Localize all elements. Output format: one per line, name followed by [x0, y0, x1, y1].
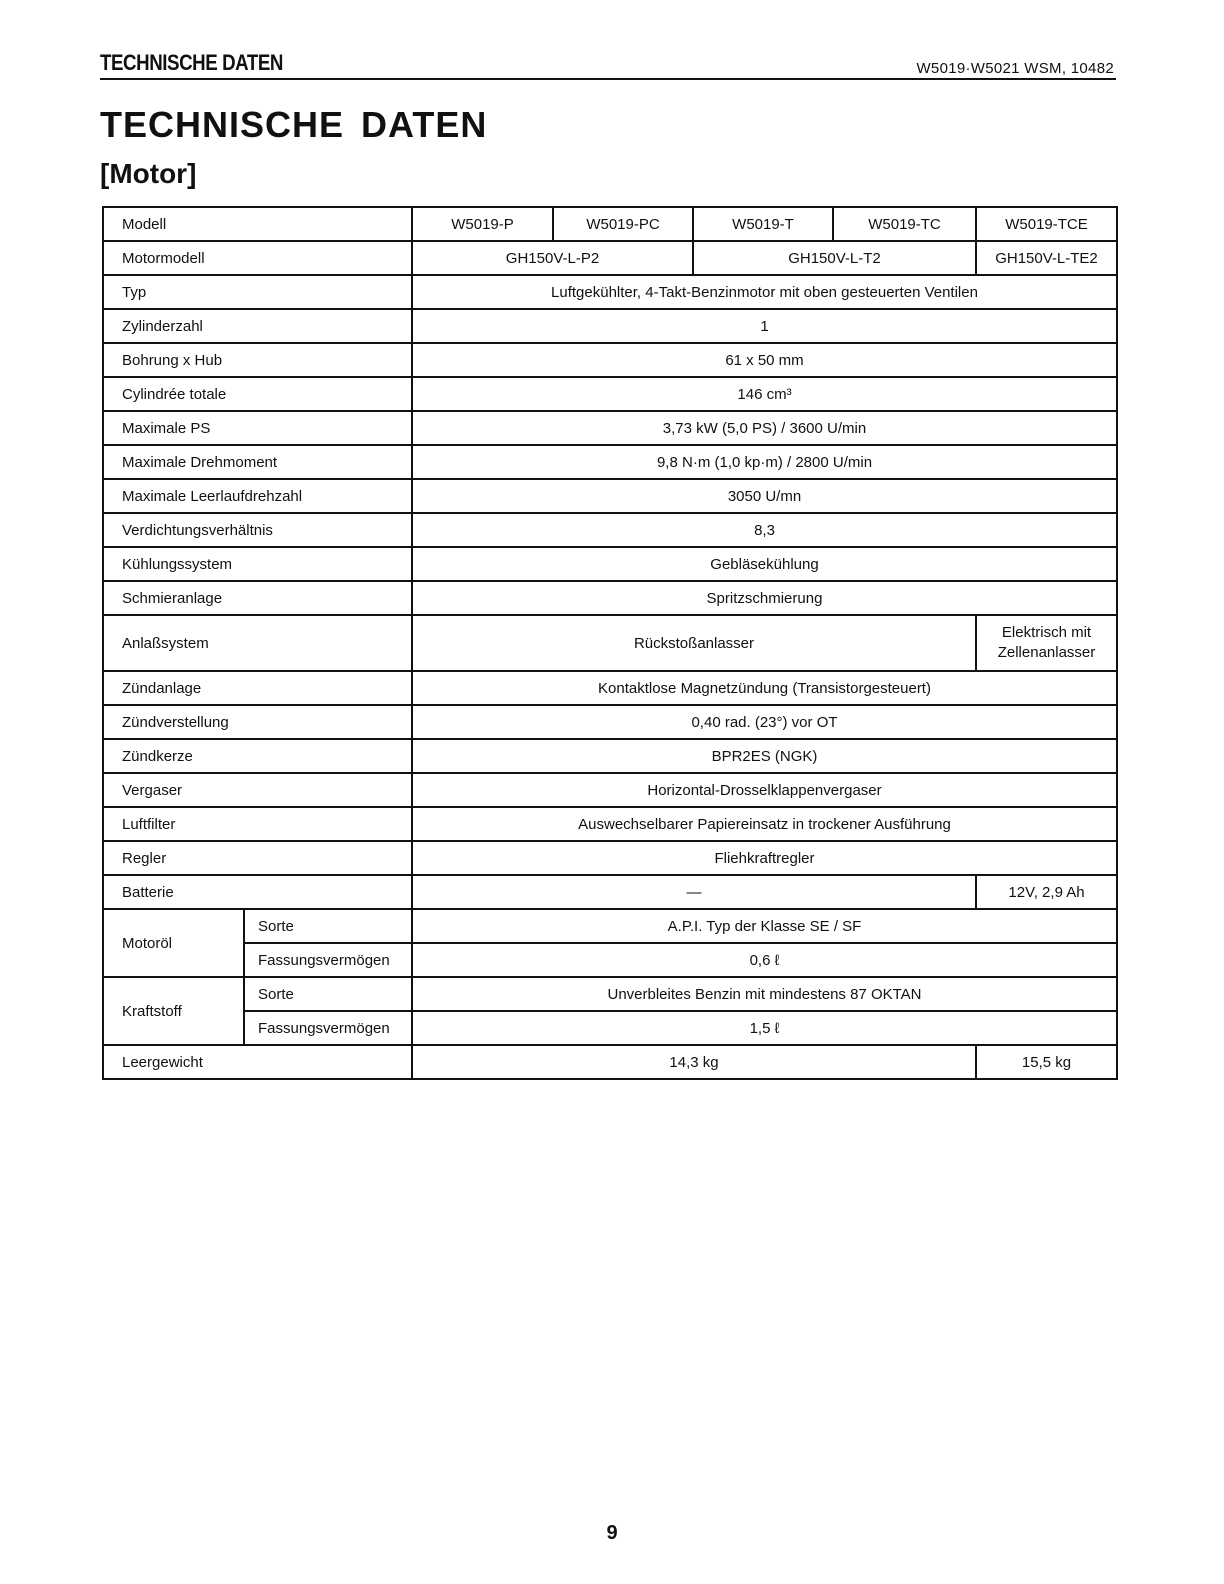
row-label: Maximale Leerlaufdrehzahl: [103, 479, 412, 513]
table-row: [103, 411, 1117, 445]
table-row: [103, 513, 1117, 547]
row-label: Zündverstellung: [103, 705, 412, 739]
row-value: 3,73 kW (5,0 PS) / 3600 U/min: [412, 411, 1117, 445]
table-row: [103, 943, 1117, 977]
row-value: 1: [412, 309, 1117, 343]
table-row: [103, 275, 1117, 309]
row-value: 1,5 ℓ: [412, 1011, 1117, 1045]
header-section-title: TECHNISCHE DATEN: [100, 50, 283, 75]
row-value: 0,6 ℓ: [412, 943, 1117, 977]
table-row: [103, 909, 1117, 943]
row-label: Cylindrée totale: [103, 377, 412, 411]
table-row: [103, 1045, 1117, 1079]
row-value: 61 x 50 mm: [412, 343, 1117, 377]
row-label: Leergewicht: [103, 1045, 412, 1079]
row-value: Kontaktlose Magnetzündung (Transistorgesteuert): [412, 671, 1117, 705]
table-row: [103, 807, 1117, 841]
row-label: Regler: [103, 841, 412, 875]
row-value: Fliehkraftregler: [412, 841, 1117, 875]
row-sublabel: Sorte: [244, 977, 412, 1011]
row-group-label: Kraftstoff: [103, 977, 244, 1045]
row-value: Auswechselbarer Papiereinsatz in trockener Ausführung: [412, 807, 1117, 841]
row-label: Zündkerze: [103, 739, 412, 773]
row-label: Bohrung x Hub: [103, 343, 412, 377]
table-row: [103, 547, 1117, 581]
table-row: [103, 671, 1117, 705]
table-row: [103, 309, 1117, 343]
row-label: Zündanlage: [103, 671, 412, 705]
row-sublabel: Fassungsvermögen: [244, 943, 412, 977]
specs-table: [102, 206, 1118, 1080]
model-cell: W5019-TC: [833, 207, 976, 241]
row-group-label: Motoröl: [103, 909, 244, 977]
section-subtitle: [Motor]: [100, 158, 197, 189]
page-title: TECHNISCHE DATEN: [100, 104, 488, 145]
row-value: 146 cm³: [412, 377, 1117, 411]
row-value: BPR2ES (NGK): [412, 739, 1117, 773]
table-row: [103, 343, 1117, 377]
table-row: [103, 773, 1117, 807]
row-value: Gebläsekühlung: [412, 547, 1117, 581]
specs-table-wrapper: [102, 206, 1116, 1080]
row-value: Luftgekühlter, 4-Takt-Benzinmotor mit oben gesteuerten Ventilen: [412, 275, 1117, 309]
table-row: [103, 479, 1117, 513]
table-row: [103, 875, 1117, 909]
row-label: Typ: [103, 275, 412, 309]
row-value: 3050 U/mn: [412, 479, 1117, 513]
table-row: [103, 739, 1117, 773]
table-row-motormodell: [103, 241, 1117, 275]
page-number: 9: [606, 1522, 618, 1544]
row-value: Rückstoßanlasser: [412, 615, 976, 671]
row-label: Maximale PS: [103, 411, 412, 445]
model-cell: W5019-T: [693, 207, 833, 241]
motormodell-cell: GH150V-L-TE2: [976, 241, 1117, 275]
row-value-tce: Elektrisch mit Zellenanlasser: [976, 615, 1117, 671]
row-label: Maximale Drehmoment: [103, 445, 412, 479]
row-value: A.P.I. Typ der Klasse SE / SF: [412, 909, 1117, 943]
table-row: [103, 1011, 1117, 1045]
model-cell: W5019-P: [412, 207, 553, 241]
row-label: Schmieranlage: [103, 581, 412, 615]
row-label: Luftfilter: [103, 807, 412, 841]
table-row: [103, 977, 1117, 1011]
row-sublabel: Sorte: [244, 909, 412, 943]
table-row: [103, 445, 1117, 479]
row-label: Verdichtungsverhältnis: [103, 513, 412, 547]
row-value: 8,3: [412, 513, 1117, 547]
row-label: Anlaßsystem: [103, 615, 412, 671]
model-cell: W5019-TCE: [976, 207, 1117, 241]
row-label: Kühlungssystem: [103, 547, 412, 581]
table-row: [103, 377, 1117, 411]
row-value-tce: 12V, 2,9 Ah: [976, 875, 1117, 909]
row-sublabel: Fassungsvermögen: [244, 1011, 412, 1045]
table-row: [103, 841, 1117, 875]
motormodell-cell: GH150V-L-T2: [693, 241, 976, 275]
motormodell-cell: GH150V-L-P2: [412, 241, 693, 275]
row-value: 9,8 N·m (1,0 kp·m) / 2800 U/min: [412, 445, 1117, 479]
row-value-tce: 15,5 kg: [976, 1045, 1117, 1079]
row-value: Spritzschmierung: [412, 581, 1117, 615]
header-doc-ref: W5019·W5021 WSM, 10482: [916, 60, 1114, 77]
row-label: Batterie: [103, 875, 412, 909]
row-label: Zylinderzahl: [103, 309, 412, 343]
table-row-modell: [103, 207, 1117, 241]
row-label: Motormodell: [103, 241, 412, 275]
row-value: Horizontal-Drosselklappenvergaser: [412, 773, 1117, 807]
row-value: —: [412, 875, 976, 909]
row-label: Modell: [103, 207, 412, 241]
table-row: [103, 581, 1117, 615]
row-value: 0,40 rad. (23°) vor OT: [412, 705, 1117, 739]
row-value: 14,3 kg: [412, 1045, 976, 1079]
table-row: [103, 705, 1117, 739]
model-cell: W5019-PC: [553, 207, 693, 241]
row-label: Vergaser: [103, 773, 412, 807]
row-value: Unverbleites Benzin mit mindestens 87 OKTAN: [412, 977, 1117, 1011]
table-row: [103, 615, 1117, 671]
header-rule: [100, 78, 1116, 80]
